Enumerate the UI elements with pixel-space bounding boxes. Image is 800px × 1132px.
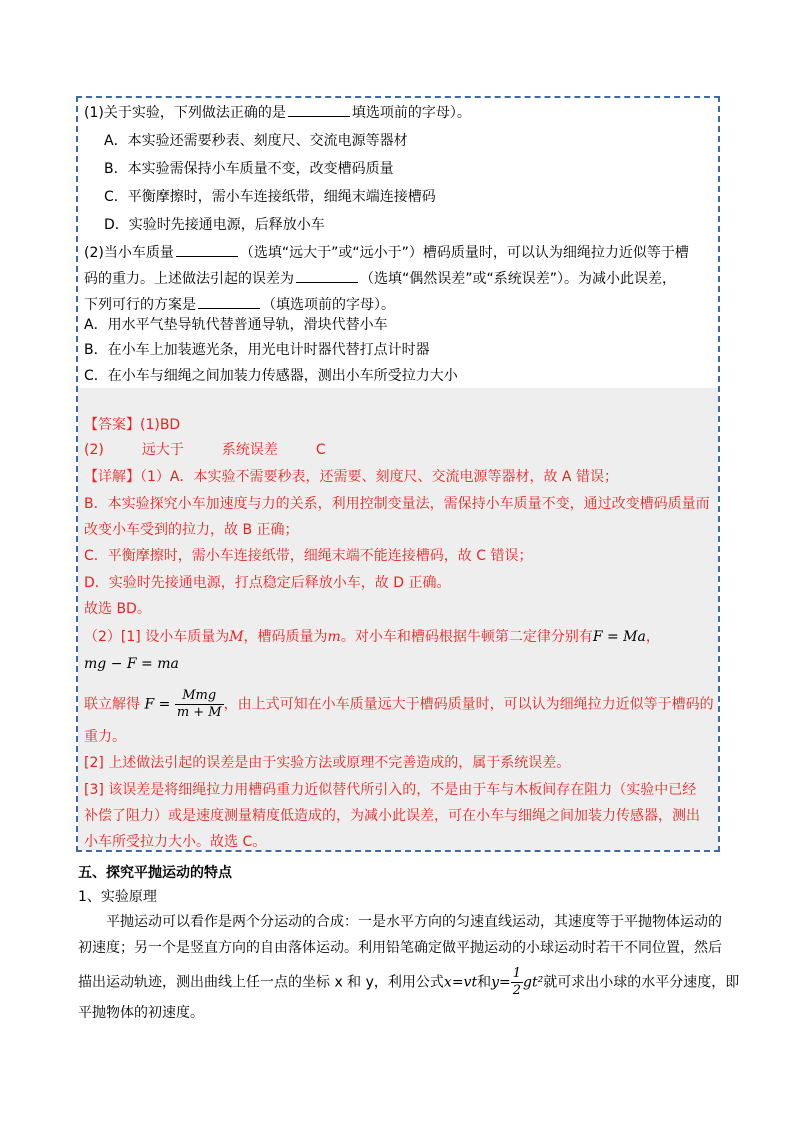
explanation-line: 补偿了阻力）或是速度测量精度低造成的，为减小此误差，可在小车与细绳之间加装力传感器，测出 <box>84 808 700 824</box>
paragraph-line: 平抛物体的初速度。 <box>78 1005 204 1021</box>
text: 联立解得 <box>84 696 140 713</box>
explanation-line: B．本实验探究小车加速度与力的关系，利用控制变量法，需保持小车质量不变，通过改变槽码质量而 <box>84 496 710 512</box>
q1-option-d: D．实验时先接通电源，后释放小车 <box>104 217 325 233</box>
answer-value: 系统误差 <box>221 442 278 458</box>
equation: gt² <box>523 974 544 991</box>
equation: F = Ma <box>592 629 646 645</box>
q2-text: 下列可行的方案是 <box>84 297 196 313</box>
paragraph-line: 平抛运动可以看作是两个分运动的合成：一是水平方向的匀速直线运动，其速度等于平抛物体运动的 <box>106 914 722 930</box>
explanation-line <box>84 627 660 647</box>
q2-line1 <box>84 242 689 263</box>
text: 。对小车和槽码根据牛顿第二定律分别有 <box>340 629 593 645</box>
explanation-line: 故选 BD。 <box>84 601 151 617</box>
equation: y= <box>491 974 511 991</box>
text: （2）[1] 设小车质量为 <box>84 629 230 645</box>
answer-blank <box>176 242 238 257</box>
text: 和 <box>477 974 492 991</box>
section-subtitle: 1、实验原理 <box>78 889 157 905</box>
text: ， <box>645 629 660 645</box>
explanation-line: 重力。 <box>84 729 126 745</box>
q1-stem-tail: 填选项前的字母）。 <box>351 105 471 121</box>
q2-text: （填选项前的字母）。 <box>262 297 395 313</box>
explanation-line: 【详解】（1）A．本实验不需要秒表，还需要、刻度尺、交流电源等器材，故 A 错误； <box>84 469 618 485</box>
answer-line2 <box>84 440 326 460</box>
equation: x=vt <box>443 974 478 991</box>
fraction <box>511 966 523 999</box>
fraction <box>175 688 224 721</box>
explanation-line: C．平衡摩擦时，需小车连接纸带，细绳末端不能连接槽码，故 C 错误； <box>84 548 533 564</box>
var-M: M <box>229 629 244 645</box>
equation: mg − F = ma <box>84 656 179 672</box>
section-title: 五、探究平抛运动的特点 <box>78 865 232 881</box>
numerator: 1 <box>512 966 522 981</box>
q2-text: 码的重力。上述做法引起的误差为 <box>84 271 294 287</box>
text: ，由上式可知在小车质量远大于槽码质量时，可以认为细绳拉力近似等于槽码的 <box>223 696 714 713</box>
paragraph-line: 初速度；另一个是竖直方向的自由落体运动。利用铅笔确定做平抛运动的小球运动时若干不同位置，然后 <box>78 940 722 956</box>
q2-line2 <box>84 268 676 289</box>
explanation-line: 小车所受拉力大小。故选 C。 <box>84 834 267 850</box>
explanation-line <box>84 688 714 721</box>
q1-option-b: B．本实验需保持小车质量不变，改变槽码质量 <box>104 161 394 177</box>
equation: F = <box>144 696 171 713</box>
text: ，槽码质量为 <box>243 629 328 645</box>
explanation-line: 改变小车受到的拉力，故 B 正确； <box>84 522 299 538</box>
q2-text: （选填“远大于”或“远小于”）槽码质量时，可以认为细绳拉力近似等于槽 <box>239 245 689 261</box>
answer-blank <box>198 294 260 309</box>
answer-num: (2) <box>84 442 104 458</box>
q1-stem <box>84 102 471 123</box>
explanation-line: D．实验时先接通电源，打点稳定后释放小车，故 D 正确。 <box>84 575 451 591</box>
text: 就可求出小球的水平分速度，即 <box>543 974 740 991</box>
denominator: m + M <box>176 705 222 720</box>
denominator: 2 <box>512 983 522 998</box>
q2-text: (2)当小车质量 <box>84 245 174 261</box>
equation-line <box>84 654 179 674</box>
q2-line3 <box>84 294 395 315</box>
q2-option-c: C．在小车与细绳之间加装力传感器，测出小车所受拉力大小 <box>84 368 458 384</box>
text: 描出运动轨迹，测出曲线上任一点的坐标 x 和 y，利用公式 <box>78 974 444 991</box>
var-m: m <box>327 629 341 645</box>
answer-blank <box>296 268 358 283</box>
answer-blank <box>288 102 350 117</box>
answer-value: 远大于 <box>141 442 184 458</box>
paragraph-line <box>78 966 739 999</box>
answer-value: C <box>315 442 326 458</box>
q1-option-c: C．平衡摩擦时，需小车连接纸带，细绳末端连接槽码 <box>104 189 436 205</box>
q2-text: （选填“偶然误差”或“系统误差”）。为减小此误差， <box>360 271 677 287</box>
q1-stem-text: (1)关于实验，下列做法正确的是 <box>84 105 286 121</box>
answer-label: 【答案】(1)BD <box>84 417 181 433</box>
q1-option-a: A．本实验还需要秒表、刻度尺、交流电源等器材 <box>104 133 408 149</box>
explanation-line: [3] 该误差是将细绳拉力用槽码重力近似替代所引入的，不是由于车与木板间存在阻力（实验中已经 <box>84 782 697 798</box>
q2-option-a: A．用水平气垫导轨代替普通导轨，滑块代替小车 <box>84 317 388 333</box>
q2-option-b: B．在小车上加装遮光条，用光电计时器代替打点计时器 <box>84 342 430 358</box>
numerator: Mmg <box>175 688 224 705</box>
explanation-line: [2] 上述做法引起的误差是由于实验方法或原理不完善造成的，属于系统误差。 <box>84 755 571 771</box>
